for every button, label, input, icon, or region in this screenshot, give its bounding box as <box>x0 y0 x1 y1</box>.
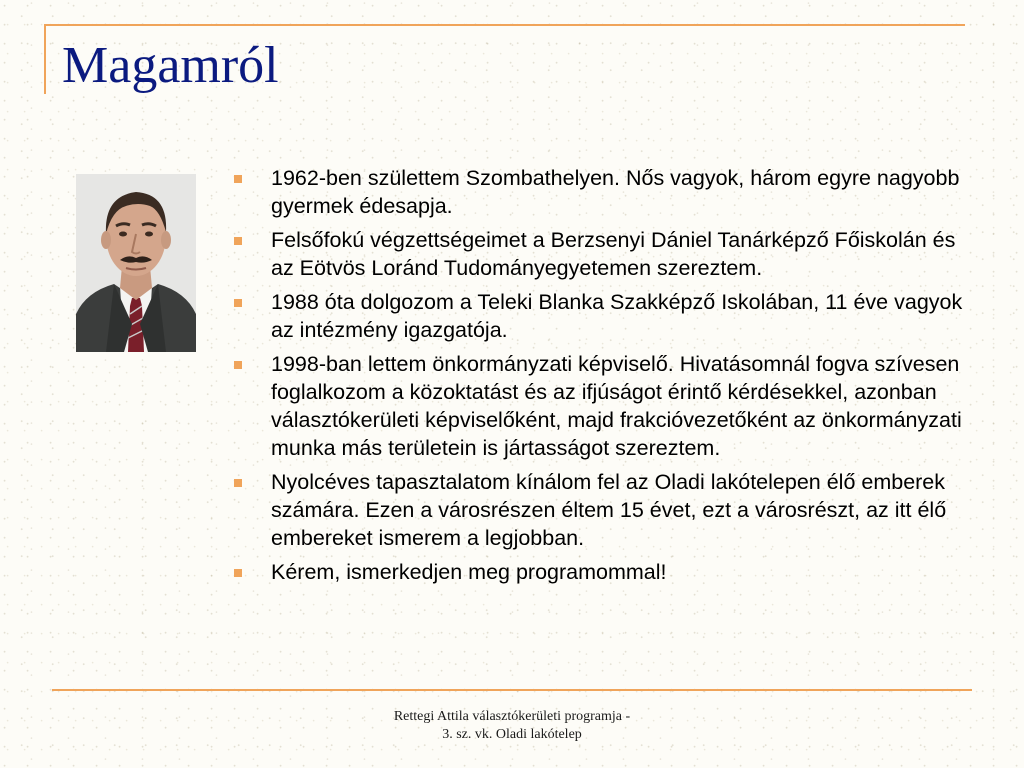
bullet-text: 1998-ban lettem önkormányzati képviselő. Hivatásomnál fogva szívesen foglalkozom a közoktatást és az ifjúságot érintő kérdésekkel, azonban választókerületi képviselőként, majd frakcióvezetőként az önkormányzati munka más területein is jártasságot szereztem. <box>271 352 962 460</box>
top-border-line <box>44 24 965 26</box>
list-item <box>234 226 964 282</box>
list-item <box>234 288 964 344</box>
list-item <box>234 350 964 462</box>
portrait-icon <box>76 174 196 352</box>
slide-footer <box>312 708 712 744</box>
bullet-square-icon <box>234 237 242 245</box>
bullet-list <box>234 164 964 592</box>
bullet-text: 1988 óta dolgozom a Teleki Blanka Szakképző Iskolában, 11 éve vagyok az intézmény igazgatója. <box>271 290 963 342</box>
footer-line-1: Rettegi Attila választókerületi programja - <box>393 709 631 724</box>
bullet-text: Felsőfokú végzettségeimet a Berzsenyi Dániel Tanárképző Főiskolán és az Eötvös Loránd Tudományegyetemen szereztem. <box>271 228 956 280</box>
list-item <box>234 558 964 586</box>
bullet-text: Kérem, ismerkedjen meg programommal! <box>271 560 667 584</box>
bottom-border-line <box>52 689 972 691</box>
footer-line-2: 3. sz. vk. Oladi lakótelep <box>442 727 582 742</box>
bullet-square-icon <box>234 299 242 307</box>
bullet-text: 1962-ben születtem Szombathelyen. Nős vagyok, három egyre nagyobb gyermek édesapja. <box>271 166 960 218</box>
list-item <box>234 164 964 220</box>
bullet-square-icon <box>234 479 242 487</box>
bullet-square-icon <box>234 175 242 183</box>
slide-title: Magamról <box>62 37 279 94</box>
portrait-photo <box>76 174 196 352</box>
bullet-square-icon <box>234 361 242 369</box>
left-border-line <box>44 24 46 94</box>
bullet-square-icon <box>234 569 242 577</box>
list-item <box>234 468 964 552</box>
bullet-text: Nyolcéves tapasztalatom kínálom fel az Oladi lakótelepen élő emberek számára. Ezen a városrészen éltem 15 évet, ezt a városrészt, az itt élő embereket ismerem a legjobban. <box>271 470 947 550</box>
